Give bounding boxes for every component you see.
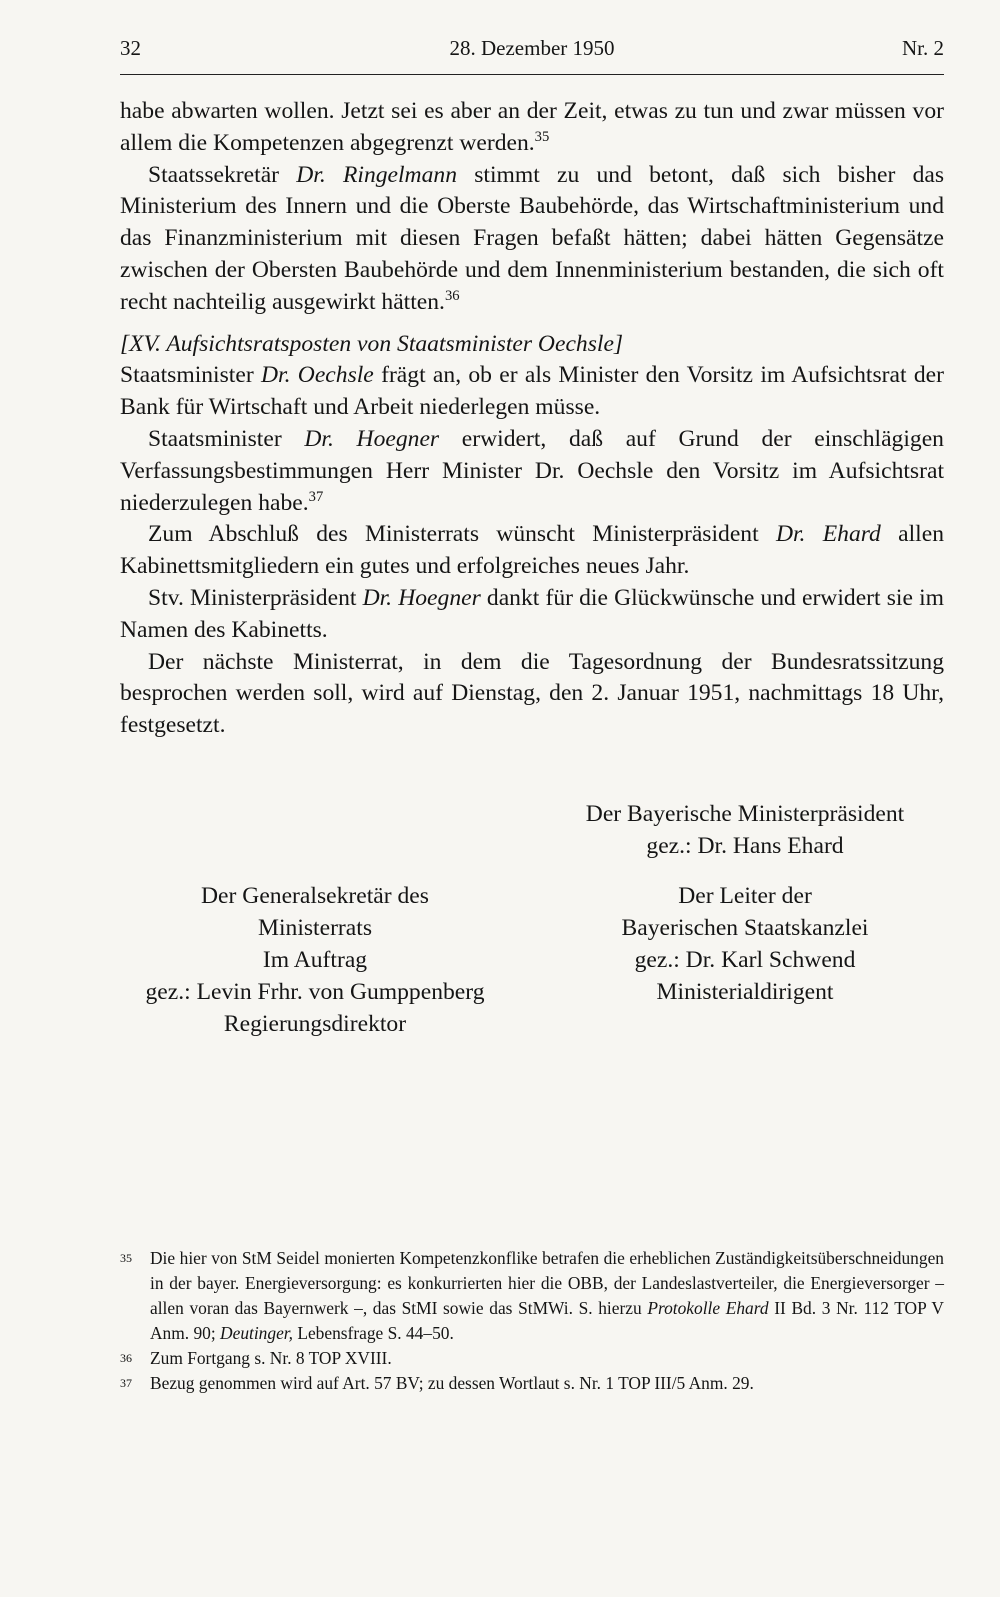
speaker-name: Dr. Ringelmann bbox=[296, 161, 457, 188]
paragraph-5 bbox=[120, 519, 944, 583]
speaker-name: Dr. Hoegner bbox=[304, 425, 440, 452]
signature-name: gez.: Dr. Karl Schwend bbox=[634, 947, 856, 973]
page-number: 32 bbox=[120, 36, 141, 60]
paragraph-6-text: dankt für die Glückwünsche und erwidert sie im Namen des Kabinetts. bbox=[120, 584, 944, 643]
paragraph-2-lead: Staatssekretär bbox=[148, 161, 297, 188]
footnote-ref-37: 37 bbox=[308, 488, 324, 505]
section-heading-text: [XV. Aufsichtsratsposten von Staatsminister Oechsle] bbox=[120, 330, 624, 357]
speaker-name: Dr. Ehard bbox=[775, 521, 881, 548]
speaker-name: Dr. Hoegner bbox=[362, 584, 481, 611]
footnotes bbox=[120, 1246, 944, 1396]
paragraph-2-text: stimmt zu und betont, daß sich bisher das Ministerium des Innern und die Oberste Baubehörde, das Wirtschaftministerium und das Finanzministerium mit diesen Fragen befaßt hätten; dabei hätten Gegensätze zwischen der Obersten Baubehörde und dem Innenministerium bestanden, die sich oft recht nachteilig ausgewirkt hätten. bbox=[120, 161, 945, 315]
footnote-text-part: Lebensfrage S. 44–50. bbox=[292, 1323, 454, 1343]
footnote-36 bbox=[120, 1346, 944, 1371]
paragraph-4 bbox=[120, 424, 944, 519]
footnote-number: 35 bbox=[120, 1251, 132, 1265]
footnote-text: Bezug genommen wird auf Art. 57 BV; zu dessen Wortlaut s. Nr. 1 TOP III/5 Anm. 29. bbox=[150, 1373, 754, 1393]
running-header bbox=[120, 34, 944, 75]
footnote-37 bbox=[120, 1371, 944, 1396]
paragraph-4-text: erwidert, daß auf Grund der einschlägigen Verfassungsbestimmungen Herr Minister Dr. Oechsle den Vorsitz im Aufsichtsrat niederzulegen habe. bbox=[120, 425, 944, 516]
header-date: 28. Dezember 1950 bbox=[449, 36, 615, 60]
paragraph-7: Der nächste Ministerrat, in dem die Tagesordnung der Bundesratssitzung besprochen werden soll, wird auf Dienstag, den 2. Januar 1951, nachmittags 18 Uhr, festgesetzt. bbox=[120, 648, 944, 739]
signature-chancellery-head bbox=[560, 880, 930, 1008]
footnote-35 bbox=[120, 1246, 944, 1346]
paragraph-3-lead: Staatsminister bbox=[120, 362, 261, 389]
main-text bbox=[120, 96, 944, 742]
paragraph-2 bbox=[120, 160, 944, 319]
paragraph-5-lead: Zum Abschluß des Ministerrats wünscht Ministerpräsident bbox=[148, 521, 776, 548]
paragraph-5-text: allen Kabinettsmitgliedern ein gutes und erfolgreiches neues Jahr. bbox=[120, 521, 944, 580]
paragraph-1-text: habe abwarten wollen. Jetzt sei es aber an der Zeit, etwas zu tun und zwar müssen vor allem die Kompetenzen abgegrenzt werden. bbox=[120, 98, 944, 156]
signature-line: Bayerischen Staatskanzlei bbox=[621, 915, 869, 941]
footnote-text-part: II Bd. 3 Nr. 112 TOP V Anm. 90; bbox=[150, 1298, 944, 1343]
signature-line: Ministerrats bbox=[257, 915, 373, 941]
citation: Deutinger, bbox=[220, 1323, 293, 1343]
paragraph-6 bbox=[120, 583, 944, 647]
citation: Protokolle Ehard bbox=[647, 1298, 769, 1318]
footnote-text-part: Die hier von StM Seidel monierten Kompetenzkonflike betrafen die erheblichen Zuständigkeitsüberschneidungen in der bayer. Energieversorgung: es konkurrierten hier die OBB, der Landeslastverteiler, die Energieversorger – allen voran das Bayernwerk –, das StMI sowie das StMWi. S. hierzu bbox=[150, 1248, 944, 1318]
signature-line: Ministerialdirigent bbox=[656, 979, 834, 1005]
footnote-number: 36 bbox=[120, 1351, 132, 1365]
footnote-ref-36: 36 bbox=[444, 287, 460, 304]
signature-minister-president bbox=[560, 798, 930, 862]
signature-name: gez.: Dr. Hans Ehard bbox=[646, 833, 844, 859]
footnote-text bbox=[150, 1246, 944, 1346]
signature-general-secretary bbox=[120, 880, 510, 1040]
paragraph-3-text: frägt an, ob er als Minister den Vorsitz im Aufsichtsrat der Bank für Wirtschaft und Arbeit niederlegen müsse. bbox=[120, 362, 944, 421]
signature-line: Der Leiter der bbox=[678, 883, 812, 909]
footnote-number: 37 bbox=[120, 1376, 132, 1390]
speaker-name: Dr. Oechsle bbox=[260, 362, 374, 389]
paragraph-4-lead: Staatsminister bbox=[148, 425, 305, 452]
footnote-ref-35: 35 bbox=[534, 128, 550, 145]
footnote-text: Zum Fortgang s. Nr. 8 TOP XVIII. bbox=[150, 1348, 392, 1368]
section-heading bbox=[120, 329, 944, 361]
paragraph-6-lead: Stv. Ministerpräsident bbox=[148, 584, 363, 611]
signature-title: Der Bayerische Ministerpräsident bbox=[585, 801, 905, 827]
document-number: Nr. 2 bbox=[902, 36, 944, 60]
signature-name: gez.: Levin Frhr. von Gumppenberg bbox=[145, 979, 485, 1005]
signature-line: Im Auftrag bbox=[262, 947, 368, 973]
paragraph-3 bbox=[120, 360, 944, 424]
signature-line: Der Generalsekretär des bbox=[201, 883, 429, 909]
paragraph-1 bbox=[120, 96, 944, 160]
signature-line: Regierungsdirektor bbox=[223, 1011, 407, 1037]
